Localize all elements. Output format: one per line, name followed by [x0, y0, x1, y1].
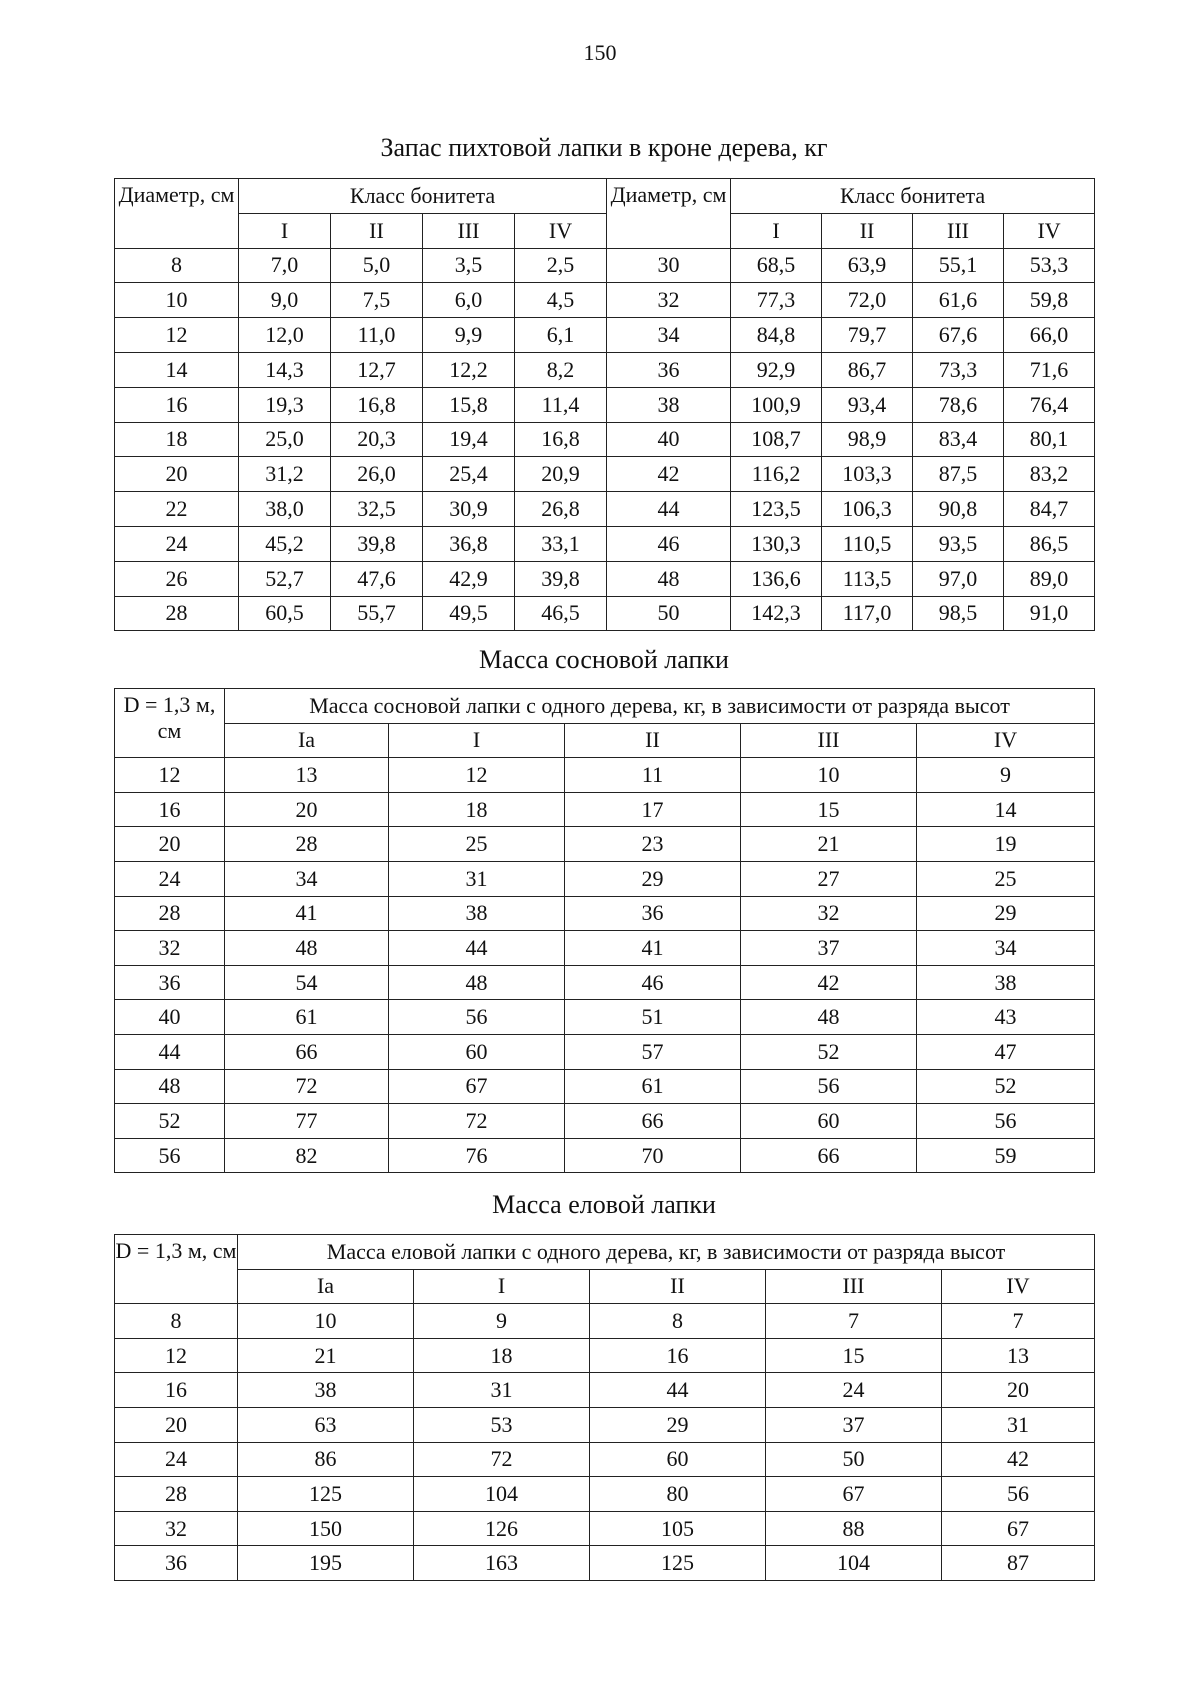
table-cell: 18	[414, 1338, 590, 1373]
table-cell: 16	[115, 1373, 238, 1408]
spruce-table	[114, 1234, 1095, 1581]
table-cell: 67	[766, 1477, 942, 1512]
spruce-class-col: II	[590, 1269, 766, 1304]
table-cell: 38	[917, 965, 1095, 1000]
fir-class-header-left: Класс бонитета	[239, 179, 607, 214]
table-row	[115, 1407, 1095, 1442]
fir-table	[114, 178, 1095, 631]
table-cell: 19	[917, 827, 1095, 862]
table-cell: 29	[590, 1407, 766, 1442]
table-cell: 46	[565, 965, 741, 1000]
fir-class-col-left: II	[331, 213, 423, 248]
pine-table	[114, 688, 1095, 1173]
fir-class-col-right: III	[913, 213, 1004, 248]
table-cell: 12	[115, 318, 239, 353]
spruce-diameter-header: D = 1,3 м, см	[115, 1235, 238, 1304]
table-cell: 32,5	[331, 492, 423, 527]
table-cell: 44	[389, 931, 565, 966]
table-cell: 16	[115, 792, 225, 827]
table-cell: 47	[917, 1034, 1095, 1069]
table-cell: 20	[942, 1373, 1095, 1408]
table-cell: 7,0	[239, 248, 331, 283]
table-cell: 136,6	[731, 561, 822, 596]
table-cell: 123,5	[731, 492, 822, 527]
table-cell: 8,2	[515, 352, 607, 387]
spruce-class-col: Ia	[238, 1269, 414, 1304]
fir-class-col-right: II	[822, 213, 913, 248]
table-cell: 53	[414, 1407, 590, 1442]
table-row	[115, 1069, 1095, 1104]
table-cell: 72,0	[822, 283, 913, 318]
table-cell: 56	[942, 1477, 1095, 1512]
table-cell: 36	[565, 896, 741, 931]
table-cell: 48	[389, 965, 565, 1000]
pine-class-col: IV	[917, 723, 1095, 758]
table-row	[115, 1442, 1095, 1477]
table-cell: 66,0	[1004, 318, 1095, 353]
table-cell: 6,1	[515, 318, 607, 353]
table-row	[115, 283, 1095, 318]
table-row	[115, 526, 1095, 561]
table-cell: 50	[766, 1442, 942, 1477]
fir-class-col-left: I	[239, 213, 331, 248]
table-cell: 66	[741, 1138, 917, 1173]
table-cell: 18	[115, 422, 239, 457]
table-row	[115, 387, 1095, 422]
table-cell: 14	[917, 792, 1095, 827]
table-cell: 46,5	[515, 596, 607, 631]
table-cell: 67,6	[913, 318, 1004, 353]
table-cell: 21	[238, 1338, 414, 1373]
spruce-class-col: III	[766, 1269, 942, 1304]
table-cell: 18	[389, 792, 565, 827]
table-row	[115, 931, 1095, 966]
table-cell: 10	[238, 1304, 414, 1339]
table-cell: 38	[238, 1373, 414, 1408]
table-cell: 11,4	[515, 387, 607, 422]
table-cell: 80,1	[1004, 422, 1095, 457]
table-cell: 46	[607, 526, 731, 561]
fir-class-header-right: Класс бонитета	[731, 179, 1095, 214]
table-cell: 91,0	[1004, 596, 1095, 631]
table-row	[115, 561, 1095, 596]
table-cell: 195	[238, 1546, 414, 1581]
table-cell: 106,3	[822, 492, 913, 527]
table-cell: 10	[115, 283, 239, 318]
table-cell: 70	[565, 1138, 741, 1173]
table-cell: 28	[225, 827, 389, 862]
table-cell: 16	[115, 387, 239, 422]
table-cell: 72	[225, 1069, 389, 1104]
table-row	[115, 896, 1095, 931]
table-cell: 28	[115, 1477, 238, 1512]
table-cell: 98,5	[913, 596, 1004, 631]
table-row	[115, 352, 1095, 387]
table-cell: 61	[565, 1069, 741, 1104]
table-cell: 5,0	[331, 248, 423, 283]
table-cell: 17	[565, 792, 741, 827]
table-cell: 3,5	[423, 248, 515, 283]
table-cell: 16	[590, 1338, 766, 1373]
table-cell: 28	[115, 596, 239, 631]
table-row	[115, 422, 1095, 457]
table-cell: 16,8	[331, 387, 423, 422]
table-cell: 76	[389, 1138, 565, 1173]
table-cell: 20	[115, 457, 239, 492]
table-cell: 125	[238, 1477, 414, 1512]
table-cell: 39,8	[515, 561, 607, 596]
table-cell: 14,3	[239, 352, 331, 387]
table-row	[115, 758, 1095, 793]
table-cell: 87	[942, 1546, 1095, 1581]
fir-class-col-left: III	[423, 213, 515, 248]
table-cell: 56	[389, 1000, 565, 1035]
table-cell: 68,5	[731, 248, 822, 283]
table-row	[115, 1138, 1095, 1173]
table-cell: 60	[741, 1104, 917, 1139]
table-cell: 31	[389, 861, 565, 896]
table-row	[115, 1546, 1095, 1581]
table-cell: 89,0	[1004, 561, 1095, 596]
table-row	[115, 792, 1095, 827]
table-cell: 22	[115, 492, 239, 527]
table-cell: 52	[917, 1069, 1095, 1104]
spruce-class-col: I	[414, 1269, 590, 1304]
table-cell: 37	[766, 1407, 942, 1442]
table-row	[115, 1304, 1095, 1339]
table-cell: 41	[565, 931, 741, 966]
spruce-table-body	[115, 1235, 1095, 1581]
fir-class-col-left: IV	[515, 213, 607, 248]
table-row	[115, 965, 1095, 1000]
table-cell: 104	[414, 1477, 590, 1512]
table-cell: 60	[389, 1034, 565, 1069]
table-cell: 38,0	[239, 492, 331, 527]
spruce-group-header: Масса еловой лапки с одного дерева, кг, в зависимости от разряда высот	[238, 1235, 1095, 1270]
table-cell: 42,9	[423, 561, 515, 596]
table-cell: 42	[942, 1442, 1095, 1477]
table-cell: 42	[741, 965, 917, 1000]
table-cell: 21	[741, 827, 917, 862]
table-cell: 12,0	[239, 318, 331, 353]
table-cell: 36,8	[423, 526, 515, 561]
table-cell: 86,5	[1004, 526, 1095, 561]
table-cell: 42	[607, 457, 731, 492]
table-row	[115, 1034, 1095, 1069]
table-cell: 92,9	[731, 352, 822, 387]
table-cell: 47,6	[331, 561, 423, 596]
table-cell: 19,3	[239, 387, 331, 422]
fir-table-title: Запас пихтовой лапки в кроне дерева, кг	[380, 133, 828, 162]
table-cell: 57	[565, 1034, 741, 1069]
table-cell: 48	[741, 1000, 917, 1035]
table-cell: 31	[942, 1407, 1095, 1442]
table-cell: 72	[414, 1442, 590, 1477]
table-cell: 14	[115, 352, 239, 387]
pine-class-col: II	[565, 723, 741, 758]
spruce-class-col: IV	[942, 1269, 1095, 1304]
table-cell: 77	[225, 1104, 389, 1139]
table-cell: 24	[115, 526, 239, 561]
table-cell: 25,0	[239, 422, 331, 457]
page-number: 150	[583, 40, 617, 65]
table-cell: 50	[607, 596, 731, 631]
table-cell: 84,7	[1004, 492, 1095, 527]
table-cell: 59,8	[1004, 283, 1095, 318]
table-cell: 36	[607, 352, 731, 387]
fir-diameter-header-right: Диаметр, см	[607, 179, 731, 249]
table-cell: 49,5	[423, 596, 515, 631]
table-row	[115, 248, 1095, 283]
table-row	[115, 318, 1095, 353]
table-cell: 12	[115, 758, 225, 793]
table-cell: 104	[766, 1546, 942, 1581]
table-row	[115, 492, 1095, 527]
table-cell: 12	[115, 1338, 238, 1373]
table-cell: 20	[225, 792, 389, 827]
table-cell: 83,4	[913, 422, 1004, 457]
table-cell: 41	[225, 896, 389, 931]
table-cell: 125	[590, 1546, 766, 1581]
fir-class-col-right: I	[731, 213, 822, 248]
table-cell: 15	[766, 1338, 942, 1373]
table-cell: 36	[115, 965, 225, 1000]
table-cell: 30	[607, 248, 731, 283]
table-cell: 28	[115, 896, 225, 931]
table-cell: 24	[115, 861, 225, 896]
table-cell: 20	[115, 1407, 238, 1442]
table-row	[115, 1104, 1095, 1139]
table-cell: 40	[115, 1000, 225, 1035]
table-cell: 25	[917, 861, 1095, 896]
table-cell: 86	[238, 1442, 414, 1477]
pine-class-col: III	[741, 723, 917, 758]
table-cell: 10	[741, 758, 917, 793]
table-cell: 6,0	[423, 283, 515, 318]
table-cell: 9	[917, 758, 1095, 793]
table-cell: 52	[115, 1104, 225, 1139]
table-cell: 32	[115, 1511, 238, 1546]
table-cell: 56	[741, 1069, 917, 1104]
table-row	[115, 596, 1095, 631]
table-cell: 103,3	[822, 457, 913, 492]
table-cell: 36	[115, 1546, 238, 1581]
table-cell: 16,8	[515, 422, 607, 457]
table-cell: 15,8	[423, 387, 515, 422]
table-cell: 61	[225, 1000, 389, 1035]
table-cell: 142,3	[731, 596, 822, 631]
table-cell: 31,2	[239, 457, 331, 492]
table-cell: 44	[590, 1373, 766, 1408]
table-cell: 66	[565, 1104, 741, 1139]
table-cell: 66	[225, 1034, 389, 1069]
table-row	[115, 861, 1095, 896]
table-row	[115, 457, 1095, 492]
fir-class-col-right: IV	[1004, 213, 1095, 248]
table-cell: 44	[115, 1034, 225, 1069]
table-cell: 117,0	[822, 596, 913, 631]
table-cell: 60	[590, 1442, 766, 1477]
table-cell: 25	[389, 827, 565, 862]
table-cell: 43	[917, 1000, 1095, 1035]
table-cell: 113,5	[822, 561, 913, 596]
table-cell: 51	[565, 1000, 741, 1035]
table-cell: 20,9	[515, 457, 607, 492]
pine-table-body	[115, 689, 1095, 1173]
table-cell: 8	[115, 1304, 238, 1339]
table-cell: 56	[115, 1138, 225, 1173]
table-cell: 130,3	[731, 526, 822, 561]
table-cell: 32	[741, 896, 917, 931]
table-cell: 9	[414, 1304, 590, 1339]
table-cell: 88	[766, 1511, 942, 1546]
pine-class-col: I	[389, 723, 565, 758]
table-cell: 40	[607, 422, 731, 457]
table-cell: 110,5	[822, 526, 913, 561]
table-cell: 45,2	[239, 526, 331, 561]
table-cell: 15	[741, 792, 917, 827]
table-cell: 67	[389, 1069, 565, 1104]
table-cell: 83,2	[1004, 457, 1095, 492]
table-cell: 34	[917, 931, 1095, 966]
table-cell: 26,0	[331, 457, 423, 492]
table-cell: 27	[741, 861, 917, 896]
table-cell: 63,9	[822, 248, 913, 283]
table-cell: 54	[225, 965, 389, 1000]
table-cell: 72	[389, 1104, 565, 1139]
table-cell: 31	[414, 1373, 590, 1408]
table-cell: 97,0	[913, 561, 1004, 596]
spruce-table-title: Масса еловой лапки	[492, 1190, 716, 1219]
table-cell: 7	[942, 1304, 1095, 1339]
table-cell: 34	[607, 318, 731, 353]
table-cell: 71,6	[1004, 352, 1095, 387]
table-cell: 24	[115, 1442, 238, 1477]
table-cell: 56	[917, 1104, 1095, 1139]
table-cell: 11,0	[331, 318, 423, 353]
pine-table-title: Масса сосновой лапки	[479, 645, 729, 674]
table-cell: 93,4	[822, 387, 913, 422]
table-cell: 76,4	[1004, 387, 1095, 422]
table-cell: 52,7	[239, 561, 331, 596]
table-cell: 30,9	[423, 492, 515, 527]
table-cell: 59	[917, 1138, 1095, 1173]
table-row	[115, 1338, 1095, 1373]
table-cell: 19,4	[423, 422, 515, 457]
table-cell: 90,8	[913, 492, 1004, 527]
table-cell: 77,3	[731, 283, 822, 318]
table-cell: 20	[115, 827, 225, 862]
table-cell: 105	[590, 1511, 766, 1546]
table-cell: 33,1	[515, 526, 607, 561]
table-cell: 93,5	[913, 526, 1004, 561]
table-cell: 80	[590, 1477, 766, 1512]
table-cell: 52	[741, 1034, 917, 1069]
table-cell: 23	[565, 827, 741, 862]
table-cell: 86,7	[822, 352, 913, 387]
table-cell: 48	[607, 561, 731, 596]
table-cell: 11	[565, 758, 741, 793]
table-cell: 44	[607, 492, 731, 527]
table-cell: 48	[225, 931, 389, 966]
table-cell: 55,1	[913, 248, 1004, 283]
table-cell: 20,3	[331, 422, 423, 457]
table-cell: 4,5	[515, 283, 607, 318]
table-cell: 67	[942, 1511, 1095, 1546]
table-cell: 39,8	[331, 526, 423, 561]
pine-group-header: Масса сосновой лапки с одного дерева, кг, в зависимости от разряда высот	[225, 689, 1095, 724]
table-cell: 9,9	[423, 318, 515, 353]
table-cell: 29	[917, 896, 1095, 931]
table-cell: 37	[741, 931, 917, 966]
table-cell: 13	[225, 758, 389, 793]
table-cell: 12	[389, 758, 565, 793]
table-cell: 8	[115, 248, 239, 283]
table-row	[115, 1000, 1095, 1035]
table-cell: 98,9	[822, 422, 913, 457]
table-cell: 38	[389, 896, 565, 931]
table-cell: 38	[607, 387, 731, 422]
table-cell: 150	[238, 1511, 414, 1546]
table-row	[115, 1373, 1095, 1408]
table-cell: 126	[414, 1511, 590, 1546]
table-row	[115, 1477, 1095, 1512]
pine-diameter-header: D = 1,3 м, см	[115, 689, 225, 758]
table-cell: 24	[766, 1373, 942, 1408]
table-cell: 26	[115, 561, 239, 596]
table-cell: 73,3	[913, 352, 1004, 387]
table-cell: 13	[942, 1338, 1095, 1373]
table-cell: 8	[590, 1304, 766, 1339]
table-cell: 163	[414, 1546, 590, 1581]
table-cell: 25,4	[423, 457, 515, 492]
table-cell: 100,9	[731, 387, 822, 422]
table-cell: 7	[766, 1304, 942, 1339]
pine-class-col: Ia	[225, 723, 389, 758]
table-cell: 116,2	[731, 457, 822, 492]
table-row	[115, 1511, 1095, 1546]
table-cell: 82	[225, 1138, 389, 1173]
table-row	[115, 827, 1095, 862]
table-cell: 7,5	[331, 283, 423, 318]
table-cell: 61,6	[913, 283, 1004, 318]
table-cell: 2,5	[515, 248, 607, 283]
table-cell: 63	[238, 1407, 414, 1442]
table-cell: 60,5	[239, 596, 331, 631]
table-cell: 12,2	[423, 352, 515, 387]
table-cell: 84,8	[731, 318, 822, 353]
table-cell: 26,8	[515, 492, 607, 527]
table-cell: 79,7	[822, 318, 913, 353]
table-cell: 87,5	[913, 457, 1004, 492]
table-cell: 29	[565, 861, 741, 896]
table-cell: 78,6	[913, 387, 1004, 422]
table-cell: 9,0	[239, 283, 331, 318]
table-cell: 34	[225, 861, 389, 896]
table-cell: 32	[115, 931, 225, 966]
table-cell: 55,7	[331, 596, 423, 631]
table-cell: 48	[115, 1069, 225, 1104]
table-cell: 32	[607, 283, 731, 318]
table-cell: 12,7	[331, 352, 423, 387]
fir-diameter-header-left: Диаметр, см	[115, 179, 239, 249]
table-cell: 108,7	[731, 422, 822, 457]
fir-table-body	[115, 179, 1095, 631]
table-cell: 53,3	[1004, 248, 1095, 283]
